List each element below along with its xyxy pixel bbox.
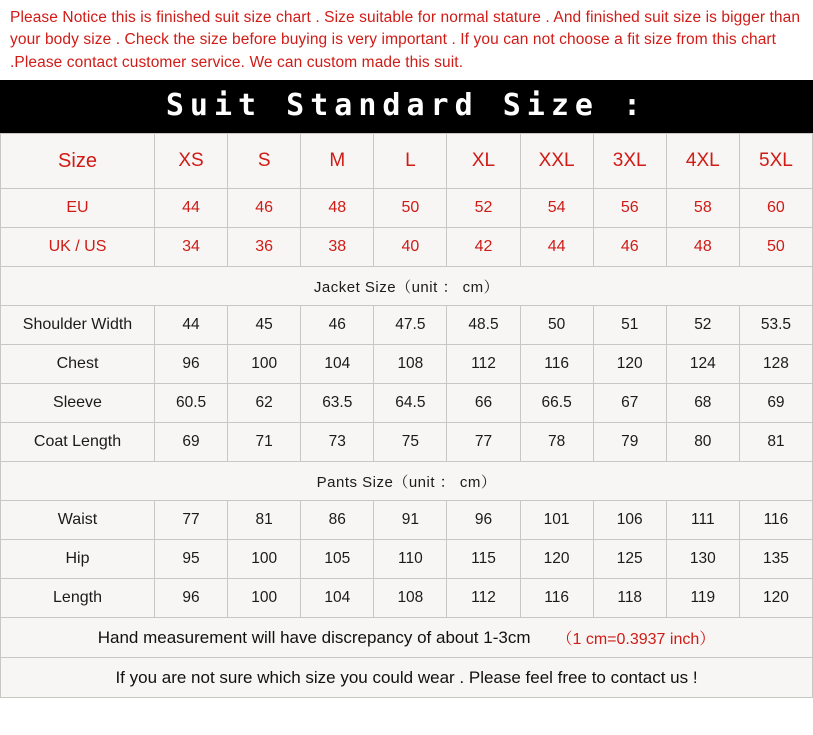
table-cell: 125 — [593, 540, 666, 579]
table-cell: 111 — [666, 501, 739, 540]
table-cell: 79 — [593, 423, 666, 462]
table-cell: 47.5 — [374, 306, 447, 345]
table-cell: 96 — [447, 501, 520, 540]
table-cell: 120 — [593, 345, 666, 384]
table-cell: 67 — [593, 384, 666, 423]
table-cell: 105 — [301, 540, 374, 579]
table-cell: 81 — [228, 501, 301, 540]
table-cell: 36 — [228, 228, 301, 267]
table-row — [1, 423, 813, 462]
table-cell: 50 — [374, 189, 447, 228]
table-cell: 73 — [301, 423, 374, 462]
table-cell: 96 — [155, 345, 228, 384]
row-label: Waist — [1, 501, 155, 540]
section-header-pants: Pants Size（unit ： cm） — [1, 462, 813, 501]
table-cell: 116 — [520, 579, 593, 618]
table-cell: 52 — [447, 189, 520, 228]
notice-text: Please Notice this is finished suit size chart . Size suitable for normal stature . And finished suit size is bigger than your body size . Check the size before buying is very important . If you can not choose a fit size from this chart .Please contact customer service. We can custom made this suit. — [0, 0, 813, 80]
table-row-sizes — [1, 134, 813, 189]
table-cell: 118 — [593, 579, 666, 618]
table-cell: 46 — [301, 306, 374, 345]
row-label: Hip — [1, 540, 155, 579]
table-cell: 34 — [155, 228, 228, 267]
table-cell: 60.5 — [155, 384, 228, 423]
table-cell: 69 — [155, 423, 228, 462]
table-row — [1, 579, 813, 618]
table-cell: 108 — [374, 579, 447, 618]
table-cell: 53.5 — [739, 306, 812, 345]
table-cell: 60 — [739, 189, 812, 228]
table-cell: 104 — [301, 579, 374, 618]
table-cell: XS — [155, 134, 228, 189]
table-cell: 101 — [520, 501, 593, 540]
table-cell: 135 — [739, 540, 812, 579]
table-cell: 50 — [739, 228, 812, 267]
row-label: Shoulder Width — [1, 306, 155, 345]
table-cell: 130 — [666, 540, 739, 579]
table-cell: 112 — [447, 579, 520, 618]
table-cell: 120 — [739, 579, 812, 618]
table-cell: 110 — [374, 540, 447, 579]
table-cell: 95 — [155, 540, 228, 579]
table-cell: 80 — [666, 423, 739, 462]
table-cell: 91 — [374, 501, 447, 540]
table-cell: 81 — [739, 423, 812, 462]
table-cell: 44 — [155, 306, 228, 345]
table-cell: 115 — [447, 540, 520, 579]
table-cell: 96 — [155, 579, 228, 618]
table-cell: XXL — [520, 134, 593, 189]
table-cell: 66.5 — [520, 384, 593, 423]
table-cell: 44 — [520, 228, 593, 267]
size-chart-table — [0, 133, 813, 618]
row-label: Chest — [1, 345, 155, 384]
row-label: Length — [1, 579, 155, 618]
table-cell: 56 — [593, 189, 666, 228]
table-row — [1, 384, 813, 423]
row-label-eu: EU — [1, 189, 155, 228]
table-cell: 108 — [374, 345, 447, 384]
table-cell: 77 — [447, 423, 520, 462]
table-cell: 58 — [666, 189, 739, 228]
table-cell: 40 — [374, 228, 447, 267]
table-cell: 3XL — [593, 134, 666, 189]
table-cell: 51 — [593, 306, 666, 345]
table-cell: 75 — [374, 423, 447, 462]
table-cell: 104 — [301, 345, 374, 384]
table-cell: 62 — [228, 384, 301, 423]
table-cell: 5XL — [739, 134, 812, 189]
table-cell: 4XL — [666, 134, 739, 189]
table-cell: 100 — [228, 540, 301, 579]
table-cell: 100 — [228, 345, 301, 384]
table-cell: 77 — [155, 501, 228, 540]
table-row — [1, 306, 813, 345]
table-cell: 64.5 — [374, 384, 447, 423]
table-row-jacket-section — [1, 267, 813, 306]
table-cell: S — [228, 134, 301, 189]
table-cell: 112 — [447, 345, 520, 384]
row-label-ukus: UK / US — [1, 228, 155, 267]
page-title: Suit Standard Size : — [0, 80, 813, 133]
table-cell: 38 — [301, 228, 374, 267]
table-row-ukus — [1, 228, 813, 267]
table-cell: 46 — [228, 189, 301, 228]
table-cell: 116 — [520, 345, 593, 384]
table-cell: 48.5 — [447, 306, 520, 345]
row-label: Coat Length — [1, 423, 155, 462]
contact-note: If you are not sure which size you could wear . Please feel free to contact us ! — [115, 667, 698, 687]
table-cell: 128 — [739, 345, 812, 384]
measurement-note: Hand measurement will have discrepancy of about 1-3cm — [97, 627, 531, 647]
table-cell: 124 — [666, 345, 739, 384]
table-cell: 54 — [520, 189, 593, 228]
table-cell: 106 — [593, 501, 666, 540]
table-cell: 68 — [666, 384, 739, 423]
row-label-size: Size — [1, 134, 155, 189]
footer-measurement-row — [0, 618, 813, 658]
table-cell: 71 — [228, 423, 301, 462]
section-header-jacket: Jacket Size（unit ： cm） — [1, 267, 813, 306]
table-cell: 116 — [739, 501, 812, 540]
table-row — [1, 501, 813, 540]
table-cell: 45 — [228, 306, 301, 345]
table-cell: 78 — [520, 423, 593, 462]
table-row — [1, 540, 813, 579]
table-cell: 120 — [520, 540, 593, 579]
table-cell: M — [301, 134, 374, 189]
row-label: Sleeve — [1, 384, 155, 423]
table-cell: 48 — [666, 228, 739, 267]
table-cell: 86 — [301, 501, 374, 540]
table-row-pants-section — [1, 462, 813, 501]
table-cell: L — [374, 134, 447, 189]
table-cell: 100 — [228, 579, 301, 618]
table-cell: XL — [447, 134, 520, 189]
footer-contact-row — [0, 658, 813, 698]
table-cell: 44 — [155, 189, 228, 228]
table-cell: 63.5 — [301, 384, 374, 423]
conversion-note: （1 cm=0.3937 inch） — [556, 631, 716, 649]
table-cell: 48 — [301, 189, 374, 228]
table-row-eu — [1, 189, 813, 228]
table-row — [1, 345, 813, 384]
table-cell: 119 — [666, 579, 739, 618]
table-cell: 69 — [739, 384, 812, 423]
table-cell: 66 — [447, 384, 520, 423]
table-cell: 42 — [447, 228, 520, 267]
table-cell: 46 — [593, 228, 666, 267]
table-cell: 50 — [520, 306, 593, 345]
table-cell: 52 — [666, 306, 739, 345]
